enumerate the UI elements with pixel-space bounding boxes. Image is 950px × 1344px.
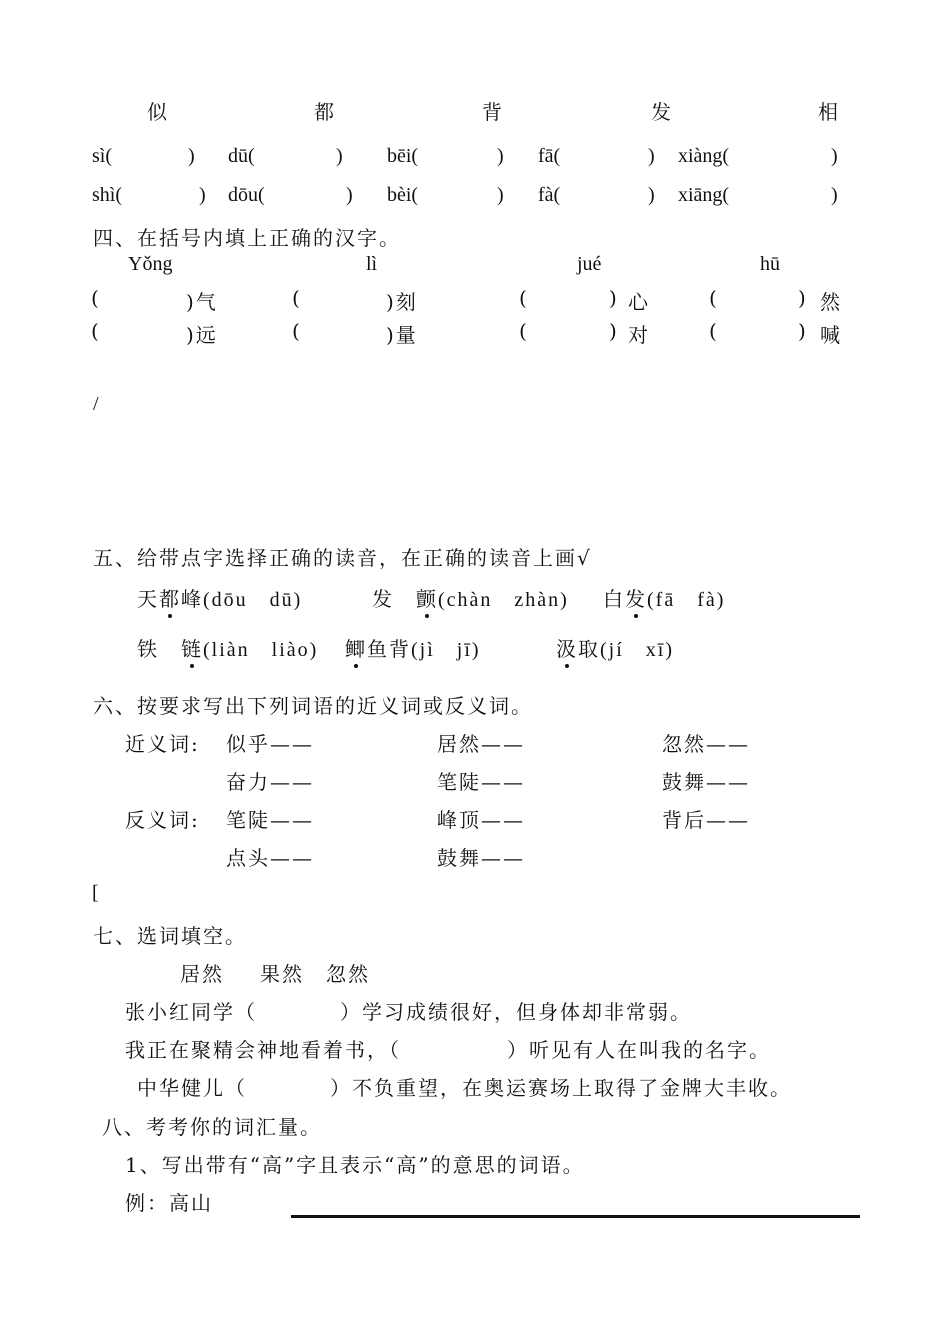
q6-ant-item: 背后—— xyxy=(662,808,750,832)
q4-blank-yong-qi: )气 xyxy=(186,290,218,314)
pinyin-bei4: bèi( xyxy=(387,184,419,206)
q6-syn-item: 居然—— xyxy=(437,732,525,756)
q5-item-lian: 铁 链(liàn liào) xyxy=(137,637,319,661)
q4-paren-close: ) xyxy=(609,286,619,310)
q5-item-chan: 发 颤(chàn zhàn) xyxy=(372,587,569,611)
q4-paren-open: ( xyxy=(709,286,719,310)
pinyin-shi4: shì( xyxy=(92,184,122,206)
q5-item-dou: 天都峰(dōu dū) xyxy=(137,587,303,611)
q6-antonym-label: 反义词: xyxy=(125,808,200,832)
q5-item-fa: 白发(fā fà) xyxy=(603,587,726,611)
q6-synonym-label: 近义词: xyxy=(125,732,200,756)
q4-blank-li-ke: )刻 xyxy=(386,290,418,314)
paren-close: ) xyxy=(188,145,195,167)
pinyin-xiang4: xiàng( xyxy=(678,145,730,167)
q7-sentence-3-end: ）不负重望，在奥运赛场上取得了金牌大丰收。 xyxy=(330,1076,792,1100)
q4-paren-open: ( xyxy=(91,286,101,310)
q6-title: 六、按要求写出下列词语的近义词或反义词。 xyxy=(93,694,533,718)
q4-paren-open: ( xyxy=(292,319,302,343)
q7-title: 七、选词填空。 xyxy=(93,924,247,948)
q7-sentence-1-start: 张小红同学（ xyxy=(125,1000,257,1024)
q8-title: 八、考考你的词汇量。 xyxy=(102,1115,322,1139)
q4-pinyin-jue: jué xyxy=(577,253,602,275)
q7-option: 果然 xyxy=(260,962,304,986)
pinyin-du1: dū( xyxy=(228,145,255,167)
dotted-char: 汲 xyxy=(556,637,578,661)
stray-bracket: [ xyxy=(92,882,99,904)
q6-ant-item: 鼓舞—— xyxy=(437,846,525,870)
q7-sentence-2-start: 我正在聚精会神地看着书，（ xyxy=(125,1038,401,1062)
char-bei: 背 xyxy=(482,100,504,124)
q5-title: 五、给带点字选择正确的读音，在正确的读音上画√ xyxy=(93,546,592,570)
q6-ant-item: 笔陡—— xyxy=(226,808,314,832)
q4-paren-open: ( xyxy=(519,286,529,310)
q5-item-xi: 汲取(jí xī) xyxy=(556,637,674,661)
paren-close: ) xyxy=(336,145,343,167)
q4-char-dui: 对 xyxy=(628,323,650,347)
pinyin-dou1: dōu( xyxy=(228,184,265,206)
paren-close: ) xyxy=(497,184,504,206)
q4-paren-close: ) xyxy=(798,286,808,310)
char-du: 都 xyxy=(314,100,336,124)
q4-title: 四、在括号内填上正确的汉字。 xyxy=(93,226,401,250)
q4-char-han: 喊 xyxy=(820,323,842,347)
q4-pinyin-li: lì xyxy=(366,253,378,275)
q7-sentence-2-end: ）听见有人在叫我的名字。 xyxy=(507,1038,771,1062)
pinyin-si4: sì( xyxy=(92,145,112,167)
dotted-char: 链 xyxy=(181,637,203,661)
q7-sentence-1-end: ）学习成绩很好，但身体却非常弱。 xyxy=(340,1000,692,1024)
q6-syn-item: 奋力—— xyxy=(226,770,314,794)
dotted-char: 都 xyxy=(159,587,181,611)
q4-paren-close: ) xyxy=(609,319,619,343)
q4-blank-yong-yuan: )远 xyxy=(186,323,218,347)
q6-ant-item: 峰顶—— xyxy=(437,808,525,832)
char-xiang: 相 xyxy=(818,100,840,124)
pinyin-bei1: bēi( xyxy=(387,145,419,167)
stray-slash: / xyxy=(93,393,99,415)
q6-syn-item: 忽然—— xyxy=(662,732,750,756)
q7-option: 忽然 xyxy=(326,962,370,986)
q4-pinyin-hu: hū xyxy=(760,253,780,275)
q6-syn-item: 似乎—— xyxy=(226,732,314,756)
pinyin-fa4: fà( xyxy=(538,184,561,206)
pinyin-fa1: fā( xyxy=(538,145,561,167)
q8-example: 例：高山 xyxy=(125,1191,213,1215)
dotted-char: 颤 xyxy=(416,587,438,611)
paren-close: ) xyxy=(648,145,655,167)
q4-paren-open: ( xyxy=(709,319,719,343)
paren-close: ) xyxy=(831,184,838,206)
q5-item-ji: 鲫鱼背(jì jī) xyxy=(345,637,481,661)
pinyin-xiang1: xiāng( xyxy=(678,184,730,206)
q6-syn-item: 鼓舞—— xyxy=(662,770,750,794)
dotted-char: 发 xyxy=(625,587,647,611)
paren-close: ) xyxy=(831,145,838,167)
q4-paren-close: ) xyxy=(798,319,808,343)
q4-paren-open: ( xyxy=(519,319,529,343)
q8-subquestion-1: 1、写出带有“高”字且表示“高”的意思的词语。 xyxy=(125,1153,585,1177)
dotted-char: 鲫 xyxy=(345,637,367,661)
q6-ant-item: 点头—— xyxy=(226,846,314,870)
paren-close: ) xyxy=(346,184,353,206)
char-si: 似 xyxy=(147,100,169,124)
q4-pinyin-yong: Yǒng xyxy=(128,253,173,275)
char-fa: 发 xyxy=(651,100,673,124)
q7-option: 居然 xyxy=(180,962,224,986)
q4-char-ran: 然 xyxy=(820,290,842,314)
paren-close: ) xyxy=(199,184,206,206)
q6-syn-item: 笔陡—— xyxy=(437,770,525,794)
q4-paren-open: ( xyxy=(91,319,101,343)
q4-paren-open: ( xyxy=(292,286,302,310)
answer-line xyxy=(291,1215,860,1218)
q4-char-xin: 心 xyxy=(628,290,650,314)
paren-close: ) xyxy=(648,184,655,206)
q4-blank-li-liang: )量 xyxy=(386,323,418,347)
paren-close: ) xyxy=(497,145,504,167)
q7-sentence-3-start: 中华健儿（ xyxy=(137,1076,247,1100)
